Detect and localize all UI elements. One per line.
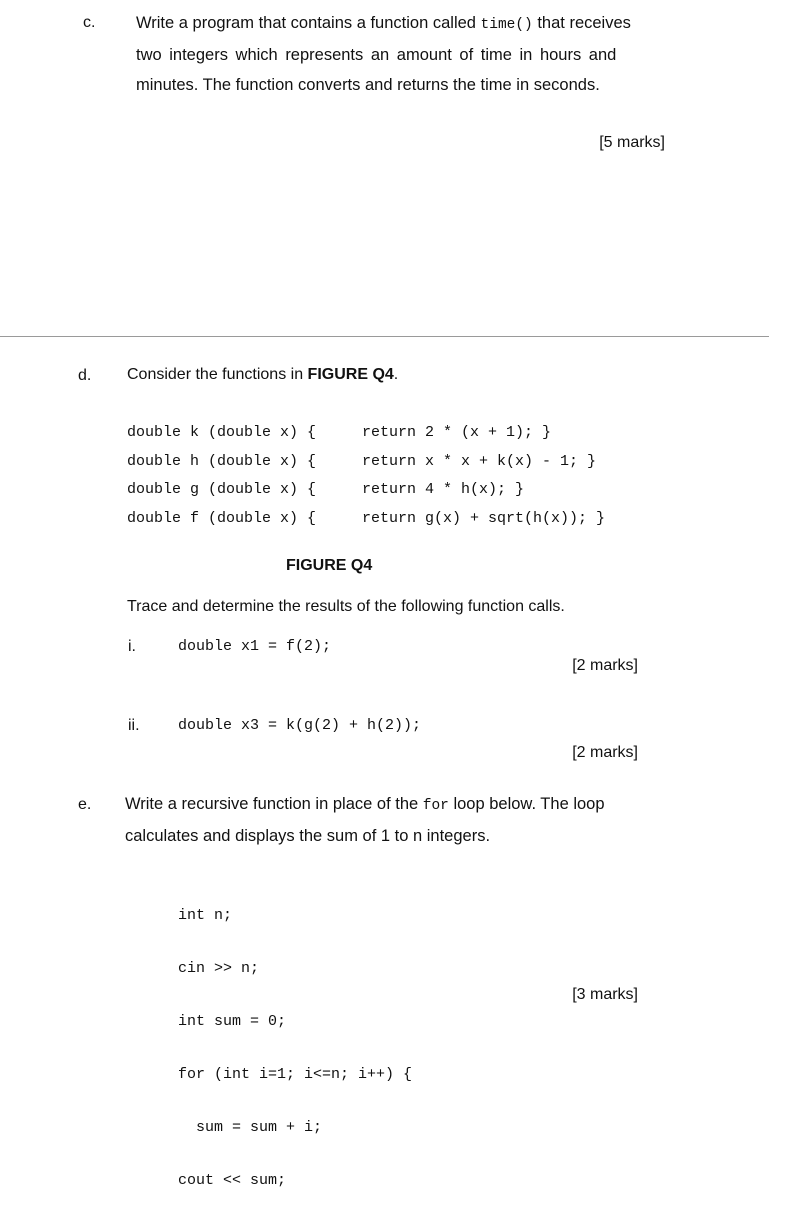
function-bodies <box>362 419 605 533</box>
question-e-text <box>125 789 605 851</box>
code-line: cin >> n; <box>178 960 260 977</box>
sub-question-ii-marks: [2 marks] <box>572 744 638 761</box>
function-g-body: return 4 * h(x); } <box>362 481 525 498</box>
sub-question-i-code: double x1 = f(2); <box>178 638 332 655</box>
code-line: int sum = 0; <box>178 1013 287 1030</box>
loop-code-block <box>178 872 412 1207</box>
function-signatures <box>127 419 316 533</box>
question-d-intro: Consider the functions in FIGURE Q4. <box>127 366 399 383</box>
trace-instruction: Trace and determine the results of the following function calls. <box>127 598 565 615</box>
question-c-label: c. <box>83 14 96 31</box>
question-c-marks: [5 marks] <box>599 134 665 151</box>
question-c-line-3: minutes. The function converts and returns the time in seconds. <box>136 76 600 94</box>
question-e-line-1: Write a recursive function in place of the for loop below. The loop <box>125 795 605 814</box>
section-divider <box>0 336 769 337</box>
figure-caption: FIGURE Q4 <box>286 557 373 574</box>
time-function-code: time() <box>480 17 533 33</box>
function-k-signature: double k (double x) { <box>127 424 317 441</box>
figure-reference: FIGURE Q4 <box>307 366 394 383</box>
for-keyword-code: for <box>422 798 449 814</box>
function-f-body: return g(x) + sqrt(h(x)); } <box>362 509 606 527</box>
question-e-label: e. <box>78 796 92 813</box>
code-line: sum = sum + i; <box>178 1119 323 1136</box>
function-g-signature: double g (double x) { <box>127 481 317 498</box>
sub-question-ii-code: double x3 = k(g(2) + h(2)); <box>178 717 422 734</box>
question-c-line-2: two integers which represents an amount of time in hours and <box>136 46 617 64</box>
function-f-signature: double f (double x) { <box>127 509 317 527</box>
code-line: int n; <box>178 907 233 924</box>
question-e-marks: [3 marks] <box>572 986 638 1003</box>
question-e-line-2: calculates and displays the sum of 1 to n integers. <box>125 827 491 845</box>
function-h-signature: double h (double x) { <box>127 452 317 470</box>
question-c-line-1: Write a program that contains a function called time() that receives <box>136 14 631 33</box>
sub-question-ii-label: ii. <box>128 717 140 734</box>
function-h-body: return x * x + k(x) - 1; } <box>362 452 597 470</box>
question-d-label: d. <box>78 367 92 384</box>
question-c-text <box>136 8 631 100</box>
sub-question-i-label: i. <box>128 638 136 655</box>
code-line: cout << sum; <box>178 1172 287 1189</box>
function-k-body: return 2 * (x + 1); } <box>362 424 552 441</box>
code-line: for (int i=1; i<=n; i++) { <box>178 1066 413 1083</box>
sub-question-i-marks: [2 marks] <box>572 657 638 674</box>
